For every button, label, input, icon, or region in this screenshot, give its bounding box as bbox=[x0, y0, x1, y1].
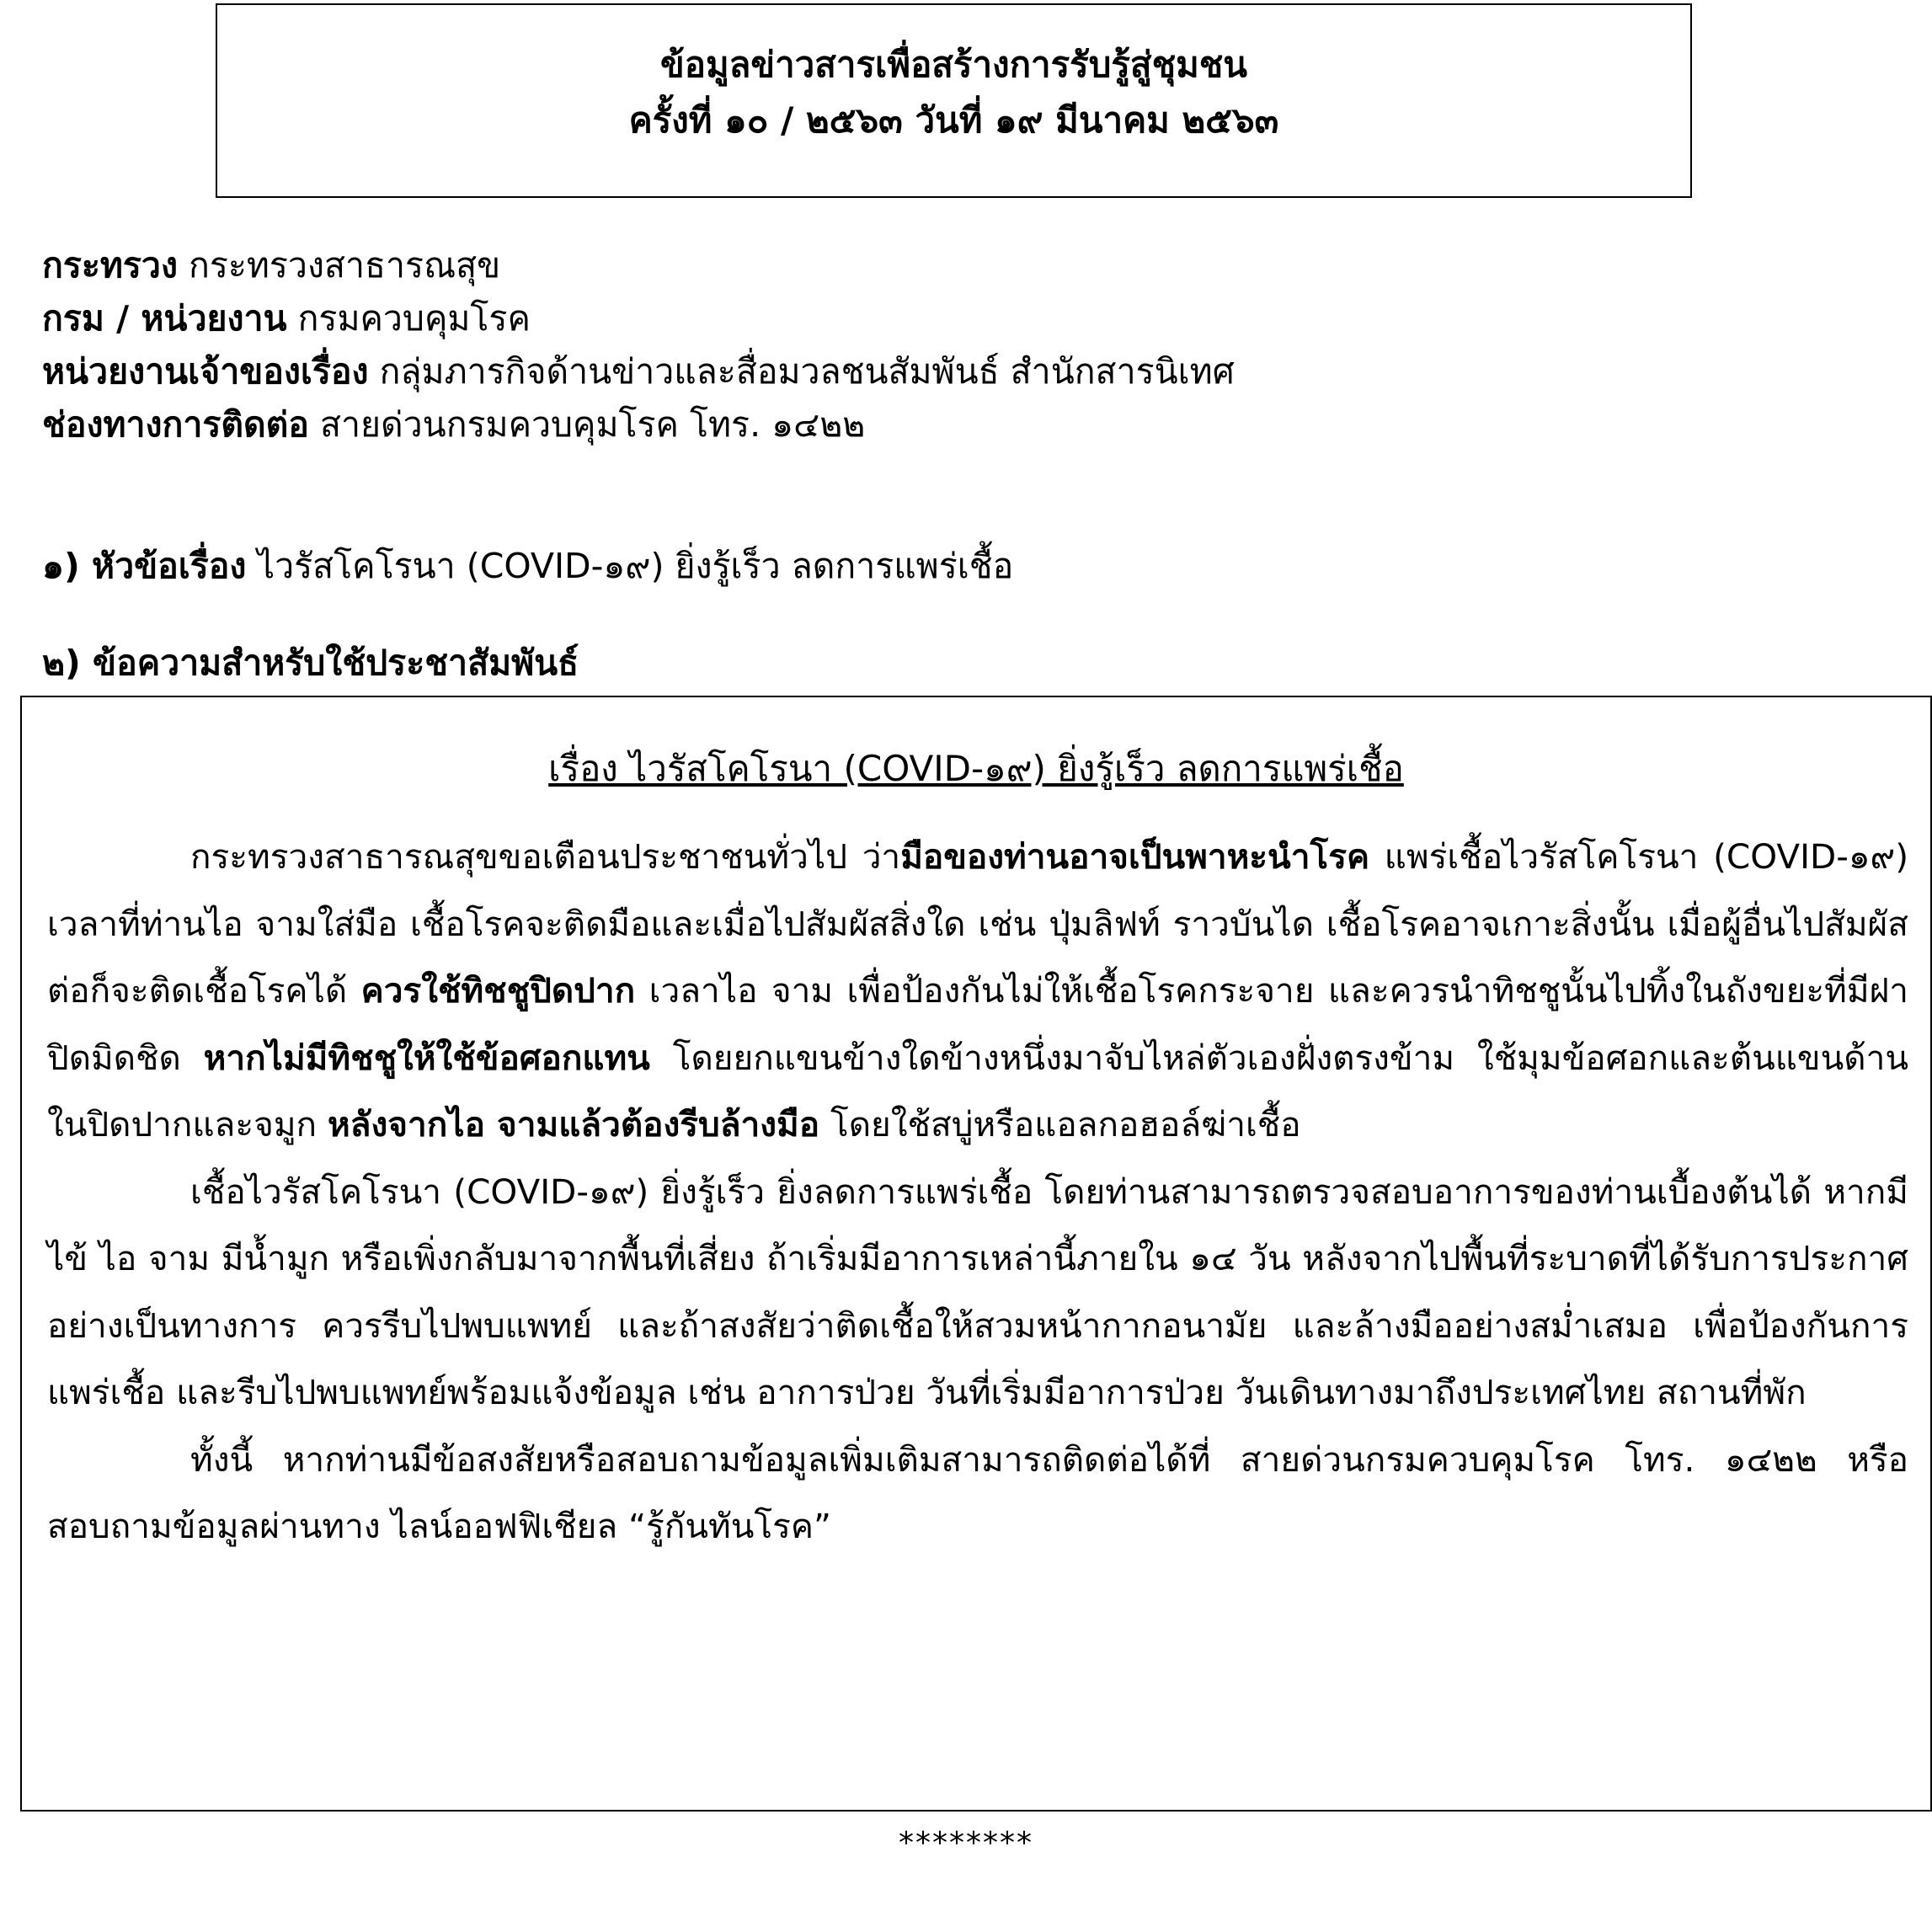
meta-info bbox=[42, 232, 1235, 444]
pr-message-box bbox=[20, 696, 1932, 1812]
meta-department bbox=[42, 285, 1235, 338]
paragraph-hand-hygiene bbox=[47, 824, 1908, 1159]
p1-emphasis-tissue: ควรใช้ทิชชูปิดปาก bbox=[360, 970, 636, 1011]
footer-separator: ******** bbox=[899, 1826, 1033, 1860]
meta-owner-value: กลุ่มภารกิจด้านข่าวและสื่อมวลชนสัมพันธ์ สำนักสารนิเทศ bbox=[368, 351, 1235, 392]
paragraph-early-detection: เชื้อไวรัสโคโรนา (COVID-๑๙) ยิ่งรู้เร็ว ยิ่งลดการแพร่เชื้อ โดยท่านสามารถตรวจสอบอาการของท่านเบื้องต้นได้ หากมีไข้ ไอ จาม มีน้ำมูก หรือเพิ่งกลับมาจากพื้นที่เสี่ยง ถ้าเริ่มมีอาการเหล่านี้ภายใน ๑๔ วัน หลังจากไปพื้นที่ระบาดที่ได้รับการประกาศอย่างเป็นทางการ ควรรีบไปพบแพทย์ และถ้าสงสัยว่าติดเชื้อให้สวมหน้ากากอนามัย และล้างมืออย่างสม่ำเสมอ เพื่อป้องกันการแพร่เชื้อ และรีบไปพบแพทย์พร้อมแจ้งข้อมูล เช่น อาการป่วย วันที่เริ่มมีอาการป่วย วันเดินทางมาถึงประเทศไทย สถานที่พัก bbox=[47, 1171, 1908, 1412]
p1-text-i: โดยใช้สบู่หรือแอลกอฮอล์ฆ่าเชื้อ bbox=[819, 1104, 1301, 1145]
meta-contact-label: ช่องทางการติดต่อ bbox=[42, 404, 309, 445]
section-topic bbox=[42, 539, 1013, 594]
meta-contact bbox=[42, 391, 1235, 444]
section-topic-value: ไวรัสโคโรนา (COVID-๑๙) ยิ่งรู้เร็ว ลดการแพร่เชื้อ bbox=[246, 546, 1014, 586]
paragraph-contact: ทั้งนี้ หากท่านมีข้อสงสัยหรือสอบถามข้อมูลเพิ่มเติมสามารถติดต่อได้ที่ สายด่วนกรมควบคุมโรค โทร. ๑๔๒๒ หรือสอบถามข้อมูลผ่านทาง ไลน์ออฟฟิเชียล “รู้กันทันโรค” bbox=[47, 1438, 1908, 1546]
p1-text-g: โดยยกแขนข้างใดข้างหนึ่งมาจับไหล่ตัวเองฝั่งตรงข้าม ใช้มุมข้อศอกและต้นแขนด้านในปิดปากและจมูก bbox=[47, 1037, 1908, 1145]
meta-owner bbox=[42, 338, 1235, 391]
meta-contact-value: สายด่วนกรมควบคุมโรค โทร. ๑๔๒๒ bbox=[308, 404, 866, 445]
meta-ministry-value: กระทรวงสาธารณสุข bbox=[177, 245, 501, 285]
p1-emphasis-elbow: หากไม่มีทิชชูให้ใช้ข้อศอกแทน bbox=[203, 1037, 650, 1078]
meta-ministry-label: กระทรวง bbox=[42, 245, 178, 285]
document-issue-date: ครั้งที่ ๑๐ / ๒๕๖๓ วันที่ ๑๙ มีนาคม ๒๕๖๓ bbox=[628, 99, 1279, 141]
meta-ministry bbox=[42, 232, 1235, 285]
p1-emphasis-wash: หลังจากไอ จามแล้วต้องรีบล้างมือ bbox=[327, 1104, 820, 1145]
document-title: ข้อมูลข่าวสารเพื่อสร้างการรับรู้สู่ชุมชน bbox=[660, 44, 1247, 85]
section-pr-message bbox=[42, 636, 579, 691]
pr-message-body bbox=[47, 824, 1908, 1561]
section-topic-label: ๑) หัวข้อเรื่อง bbox=[42, 546, 247, 586]
pr-message-title: เรื่อง ไวรัสโคโรนา (COVID-๑๙) ยิ่งรู้เร็ว ลดการแพร่เชื้อ bbox=[548, 748, 1404, 789]
header-box bbox=[216, 3, 1692, 198]
p1-text-c: แพร่เชื้อไวรัสโคโรนา (COVID-๑๙) เวลาที่ท่านไอ จามใส่มือ เชื้อโรคจะติดมือและเมื่อไปสัมผัสสิ่งใด เช่น ปุ่มลิฟท์ ราวบันได เชื้อโรคอาจเกาะสิ่งนั้น เมื่อผู้อื่นไปสัมผัสต่อก็จะติดเชื้อโรคได้ bbox=[47, 836, 1908, 1011]
section-pr-label: ๒) ข้อความสำหรับใช้ประชาสัมพันธ์ bbox=[42, 643, 579, 683]
meta-owner-label: หน่วยงานเจ้าของเรื่อง bbox=[42, 351, 369, 392]
p1-text-a: กระทรวงสาธารณสุขขอเตือนประชาชนทั่วไป ว่า bbox=[190, 836, 901, 877]
meta-department-value: กรมควบคุมโรค bbox=[286, 298, 531, 339]
p1-emphasis-hands: มือของท่านอาจเป็นพาหะนำโรค bbox=[900, 836, 1370, 877]
p1-text-e: เวลาไอ จาม เพื่อป้องกันไม่ให้เชื้อโรคกระจาย และควรนำทิชชูนั้นไปทิ้งในถังขยะที่มีฝาปิดมิดชิด bbox=[47, 970, 1908, 1078]
meta-department-label: กรม / หน่วยงาน bbox=[42, 298, 287, 339]
